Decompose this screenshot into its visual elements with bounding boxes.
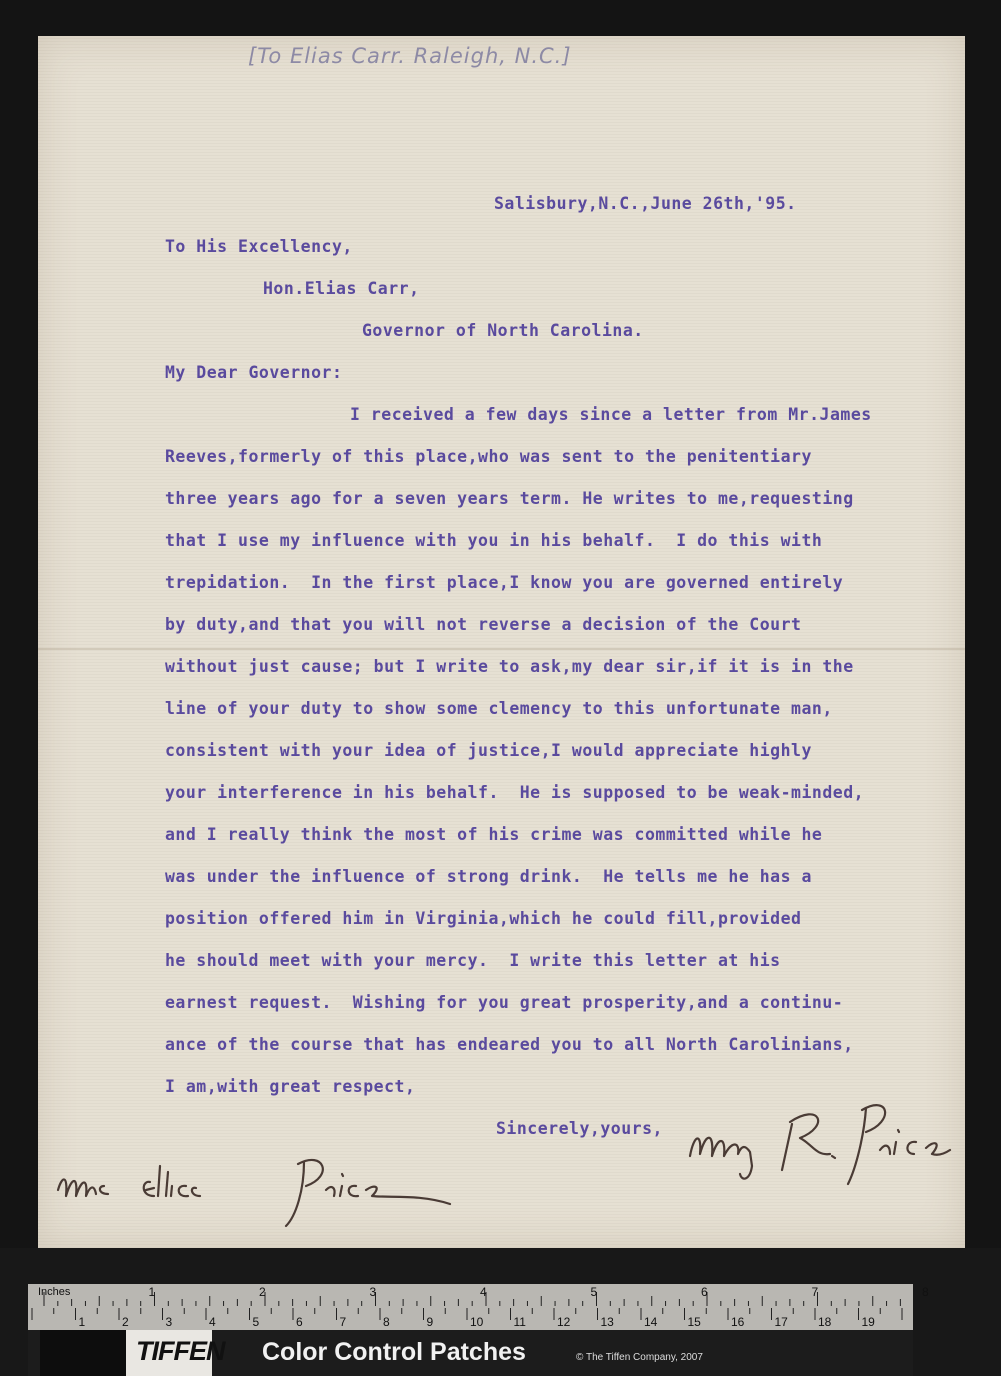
paper-fold <box>38 648 965 650</box>
cm-label: 8 <box>383 1315 390 1329</box>
body-line: Reeves,formerly of this place,who was sent to the penitentiary <box>165 447 812 466</box>
salutation-line-2: Hon.Elias Carr, <box>263 279 420 298</box>
cm-label: 19 <box>861 1315 875 1329</box>
cm-label: 17 <box>774 1315 788 1329</box>
cm-label: 18 <box>818 1315 832 1329</box>
body-line: was under the influence of strong drink. He tells me he has a <box>165 867 812 886</box>
cm-label: 15 <box>687 1315 701 1329</box>
salutation-line-3: Governor of North Carolina. <box>362 321 644 340</box>
cm-label: 3 <box>165 1315 173 1329</box>
cm-label: 4 <box>209 1315 216 1329</box>
cm-label: 9 <box>426 1315 434 1329</box>
measurement-ruler <box>28 1284 929 1330</box>
body-line: and I really think the most of his crime was committed while he <box>165 825 823 844</box>
body-line: without just cause; but I write to ask,my dear sir,if it is in the <box>165 657 854 676</box>
inch-label: 8 <box>922 1285 929 1299</box>
tiffen-logo: TIFFEN <box>136 1336 225 1366</box>
signature-mary-price <box>680 1096 960 1196</box>
closing: Sincerely,yours, <box>496 1119 663 1138</box>
body-line: consistent with your idea of justice,I would appreciate highly <box>165 741 812 760</box>
body-line: three years ago for a seven years term. He writes to me,requesting <box>165 489 854 508</box>
inch-label: 7 <box>811 1285 819 1299</box>
inch-label: 2 <box>259 1285 266 1299</box>
inch-label: 3 <box>369 1285 377 1299</box>
cm-label: 7 <box>339 1315 347 1329</box>
cm-label: 1 <box>78 1315 86 1329</box>
body-line: that I use my influence with you in his behalf. I do this with <box>165 531 823 550</box>
inch-label: 5 <box>590 1285 598 1299</box>
letter-page <box>38 36 965 1248</box>
body-line: line of your duty to show some clemency to this unfortunate man, <box>165 699 833 718</box>
cm-label: 11 <box>513 1315 526 1329</box>
cm-label: 2 <box>122 1315 129 1329</box>
salutation-line-1: To His Excellency, <box>165 237 353 256</box>
dateline: Salisbury,N.C.,June 26th,'95. <box>494 194 797 213</box>
body-line: ance of the course that has endeared you to all North Carolinians, <box>165 1035 854 1054</box>
body-line: he should meet with your mercy. I write this letter at his <box>165 951 781 970</box>
body-line: your interference in his behalf. He is supposed to be weak-minded, <box>165 783 865 802</box>
greeting: My Dear Governor: <box>165 363 343 382</box>
black-patch <box>40 1330 126 1376</box>
copyright: © The Tiffen Company, 2007 <box>576 1352 703 1363</box>
inch-label: 1 <box>148 1285 156 1299</box>
body-line: earnest request. Wishing for you great prosperity,and a continu- <box>165 993 844 1012</box>
body-line: position offered him in Virginia,which he could fill,provided <box>165 909 802 928</box>
cm-label: 6 <box>296 1315 303 1329</box>
body-line: I received a few days since a letter from Mr.James <box>350 405 872 424</box>
patch-title: Color Control Patches <box>262 1338 526 1366</box>
inch-label: 6 <box>701 1285 708 1299</box>
archival-note: [To Elias Carr. Raleigh, N.C.] <box>248 44 572 68</box>
body-line: trepidation. In the first place,I know you are governed entirely <box>165 573 844 592</box>
cm-label: 16 <box>731 1315 745 1329</box>
cm-label: 10 <box>470 1315 484 1329</box>
cm-label: 12 <box>557 1315 571 1329</box>
cm-label: 14 <box>644 1315 658 1329</box>
handwritten-name <box>50 1146 470 1230</box>
ruler-ticks <box>28 1284 929 1330</box>
inch-label: 4 <box>480 1285 487 1299</box>
cm-label: 13 <box>600 1315 614 1329</box>
cm-label: 5 <box>252 1315 260 1329</box>
body-line: by duty,and that you will not reverse a decision of the Court <box>165 615 802 634</box>
body-line: I am,with great respect, <box>165 1077 416 1096</box>
ruler-label: Inches <box>38 1286 71 1298</box>
